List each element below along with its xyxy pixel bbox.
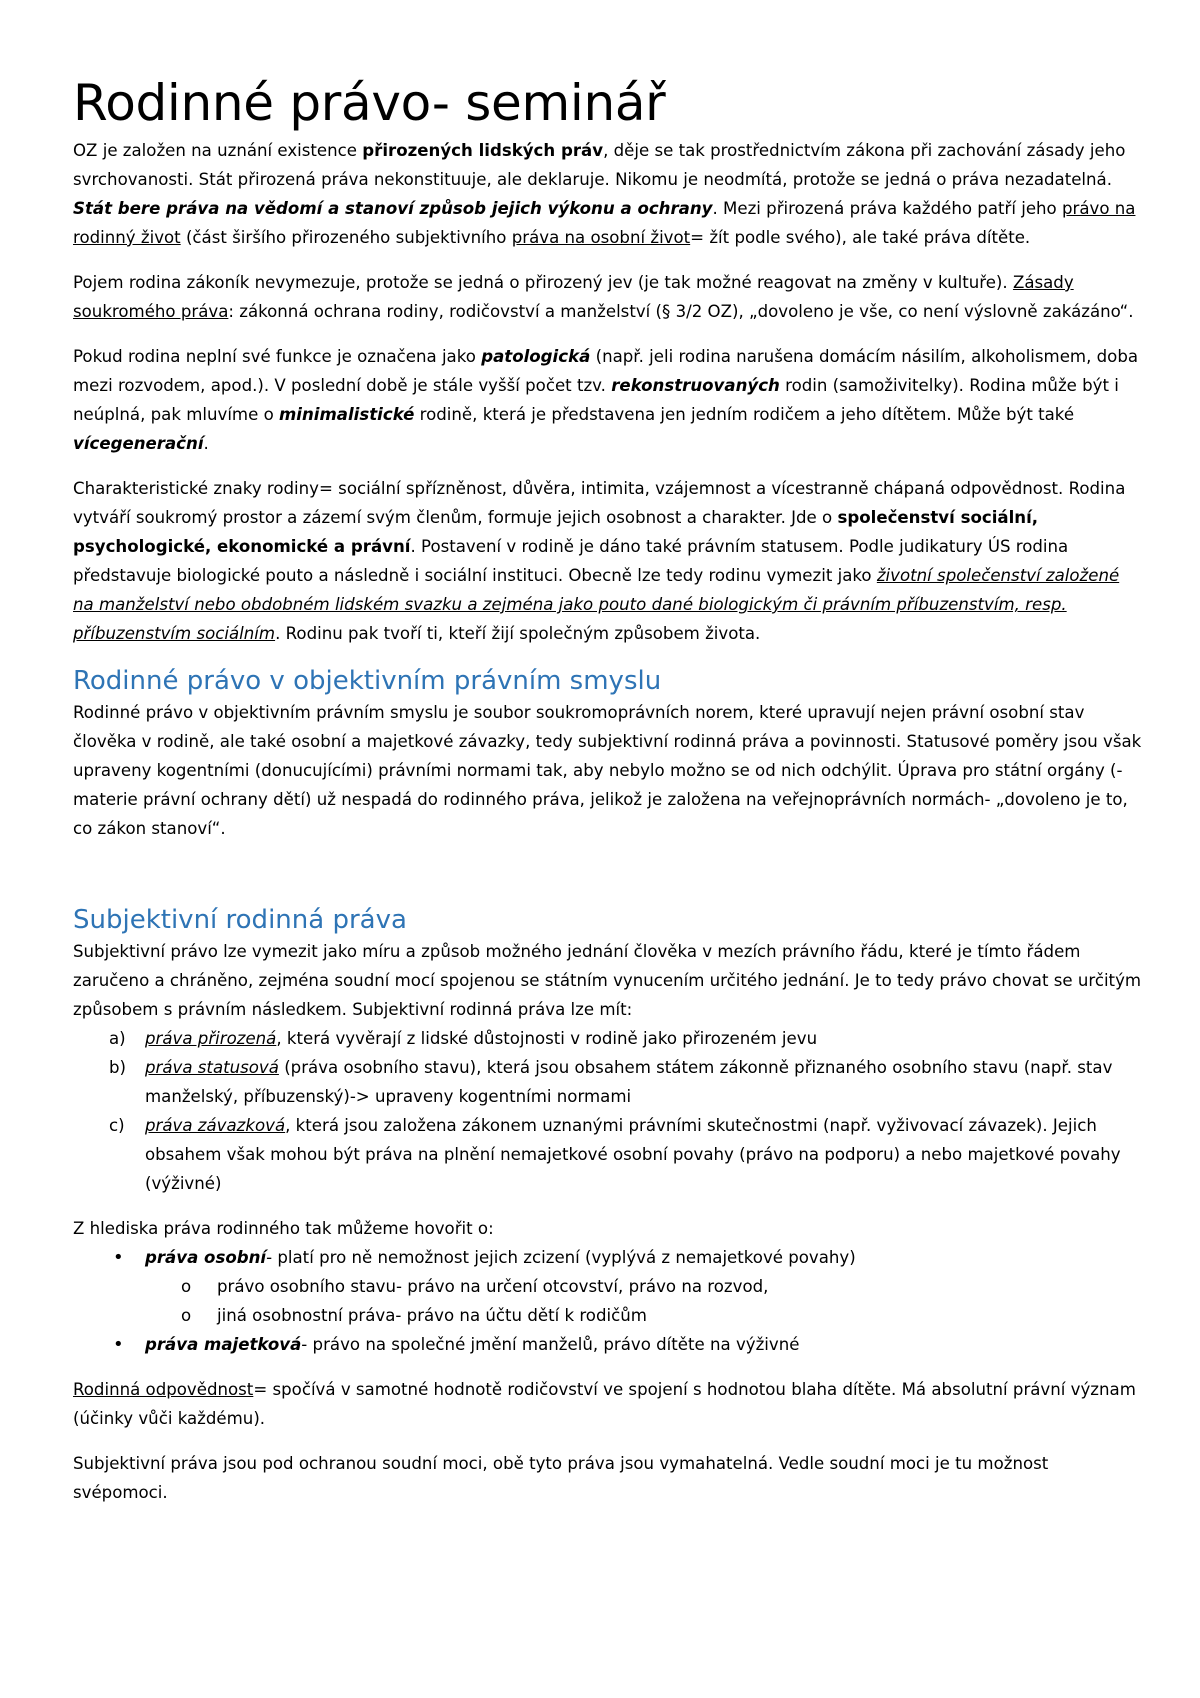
paragraph-court-protection: Subjektivní práva jsou pod ochranou soudní moci, obě tyto práva jsou vymahatelná. Vedle soudní moci je tu možnost svépomoci. xyxy=(73,1454,1049,1502)
text: = spočívá v samotné hodnotě rodičovství ve spojení s hodnotou blaha dítěte. Má absolutní právní význam (účinky vůči každému). xyxy=(73,1380,1136,1428)
bullet-list xyxy=(73,1243,1145,1272)
paragraph-rights-types: Z hlediska práva rodinného tak můžeme hovořit o: xyxy=(73,1219,494,1238)
underlined-text: Zásady soukromého práva xyxy=(73,273,1074,321)
text: Pokud rodina neplní své funkce je označena jako xyxy=(73,347,482,366)
text: (např. jeli rodina narušena domácím násilím, alkoholismem, doba mezi rozvodem, apod.). V poslední době je stále vyšší počet tzv. xyxy=(73,347,1139,395)
list-item xyxy=(145,1301,1145,1330)
list-text: (práva osobního stavu), která jsou obsahem státem zákonně přiznaného osobního stavu (např. stav manželský, příbuzenský)-> upraveny kogentními normami xyxy=(145,1058,1113,1106)
list-term: práva majetková xyxy=(145,1335,302,1354)
text: (část širšího přirozeného subjektivního xyxy=(180,228,512,247)
text: Pojem rodina zákoník nevymezuje, protože se jedná o přirozený jev (je tak možné reagovat na změny v kultuře). xyxy=(73,273,1013,292)
document-page xyxy=(73,70,1145,1507)
bold-italic-text: vícegenerační xyxy=(73,434,204,453)
bold-italic-text: Stát bere práva na vědomí a stanoví způsob jejich výkonu a ochrany xyxy=(73,199,713,218)
paragraph-intro xyxy=(73,136,1145,252)
bold-italic-text: minimalistické xyxy=(279,405,415,424)
paragraph-family-concept xyxy=(73,268,1145,326)
paragraph-family-responsibility xyxy=(73,1375,1145,1433)
paragraph-family-characteristics xyxy=(73,474,1145,648)
bold-italic-text: patologická xyxy=(481,347,591,366)
bullet-icon: • xyxy=(113,1247,124,1268)
italic-underlined-text: životní společenství založené na manželství nebo obdobném lidském svazku a zejména jako pouto dané biologickým či právním příbuzenstvím, resp. příbuzenstvím sociálním xyxy=(73,566,1120,643)
list-text: - platí pro ně nemožnost jejich zcizení (vyplývá z nemajetkové povahy) xyxy=(266,1248,856,1267)
list-marker: c) xyxy=(109,1116,125,1135)
paragraph-subjective-rights: Subjektivní právo lze vymezit jako míru a způsob možného jednání člověka v mezích právního řádu, které je tímto řádem zaručeno a chráněno, zejména soudní mocí spojenou se státním vynucením určitého jednání. Je to tedy právo chovat se určitým způsobem s právním následkem. Subjektivní rodinná práva lze mít: xyxy=(73,942,1142,1019)
text: OZ je založen na uznání existence xyxy=(73,141,363,160)
text: rodině, která je představena jen jedním rodičem a jeho dítětem. Může být také xyxy=(414,405,1075,424)
list-term: práva osobní xyxy=(145,1248,267,1267)
list-item xyxy=(73,1330,1145,1359)
text: : zákonná ochrana rodiny, rodičovství a manželství (§ 3/2 OZ), „dovoleno je vše, co není výslovně zakázáno“. xyxy=(228,302,1134,321)
circle-bullet-icon: o xyxy=(181,1306,192,1325)
text: = žít podle svého), ale také práva dítěte. xyxy=(690,228,1031,247)
list-item xyxy=(73,1053,1145,1111)
page-title: Rodinné právo- seminář xyxy=(73,74,666,132)
list-term: práva statusová xyxy=(145,1058,279,1077)
text: . Postavení v rodině je dáno také právním statusem. Podle judikatury ÚS rodina představuje biologické pouto a následně i sociální instituci. Obecně lze tedy rodinu vymezit jako xyxy=(73,537,1069,585)
text: . Mezi přirozená práva každého patří jeho xyxy=(712,199,1062,218)
list-text: , která vyvěrají z lidské důstojnosti v rodině jako přirozeném jevu xyxy=(276,1029,818,1048)
list-item xyxy=(145,1272,1145,1301)
list-term: práva závazková xyxy=(145,1116,286,1135)
circle-bullet-icon: o xyxy=(181,1277,192,1296)
underlined-text: právo na rodinný život xyxy=(73,199,1136,247)
text: Charakteristické znaky rodiny= sociální spřízněnost, důvěra, intimita, vzájemnost a vícestranně chápaná odpovědnost. Rodina vytváří soukromý prostor a zázemí svým členům, formuje jejich osobnost a charakter. Jde o xyxy=(73,479,1126,527)
text: , děje se tak prostřednictvím zákona při zachování zásady jeho svrchovanosti. Stát přirozená práva nekonstituuje, ale deklaruje. Nikomu je neodmítá, protože se jedná o práva nezadatelná. xyxy=(73,141,1126,189)
alpha-list xyxy=(73,1024,1145,1198)
paragraph-family-types xyxy=(73,342,1145,458)
list-item xyxy=(73,1111,1145,1198)
list-item xyxy=(73,1024,1145,1053)
list-text: - právo na společné jmění manželů, právo dítěte na výživné xyxy=(301,1335,800,1354)
heading-subjective-rights: Subjektivní rodinná práva xyxy=(73,905,407,935)
underlined-text: Rodinná odpovědnost xyxy=(73,1380,254,1399)
list-text: jiná osobnostní práva- právo na účtu dětí k rodičům xyxy=(217,1306,647,1325)
bold-italic-text: rekonstruovaných xyxy=(611,376,780,395)
paragraph-objective-law: Rodinné právo v objektivním právním smyslu je soubor soukromoprávních norem, které upravují nejen právní osobní stav člověka v rodině, ale také osobní a majetkové závazky, tedy subjektivní rodinná práva a povinnosti. Statusové poměry jsou však upraveny kogentními (donucujícími) právními normami tak, aby nebylo možno se od nich odchýlit. Úprava pro státní orgány (- materie právní ochrany dětí) už nespadá do rodinného práva, jelikož je založena na veřejnoprávních normách- „dovoleno je to, co zákon stanoví“. xyxy=(73,703,1142,838)
list-marker: b) xyxy=(109,1058,127,1077)
list-text: , která jsou založena zákonem uznanými právními skutečnostmi (např. vyživovací závazek). Jejich obsahem však mohou být práva na plnění nemajetkové osobní povahy (právo na podporu) a nebo majetkové povahy (výživné) xyxy=(145,1116,1121,1193)
list-item xyxy=(73,1243,1145,1272)
list-text: právo osobního stavu- právo na určení otcovství, právo na rozvod, xyxy=(217,1277,769,1296)
list-marker: a) xyxy=(109,1029,126,1048)
bullet-list xyxy=(73,1330,1145,1359)
heading-objective-law: Rodinné právo v objektivním právním smyslu xyxy=(73,666,662,696)
sub-bullet-list xyxy=(73,1272,1145,1330)
underlined-text: práva na osobní život xyxy=(511,228,691,247)
text: . Rodinu pak tvoří ti, kteří žijí společným způsobem života. xyxy=(275,624,761,643)
text: . xyxy=(203,434,209,453)
text: rodin (samoživitelky). Rodina může být i neúplná, pak mluvíme o xyxy=(73,376,1119,424)
bold-text: přirozených lidských práv xyxy=(362,141,604,160)
bullet-icon: • xyxy=(113,1334,124,1355)
bold-text: společenství sociální, psychologické, ekonomické a právní xyxy=(73,508,1039,556)
list-term: práva přirozená xyxy=(145,1029,277,1048)
